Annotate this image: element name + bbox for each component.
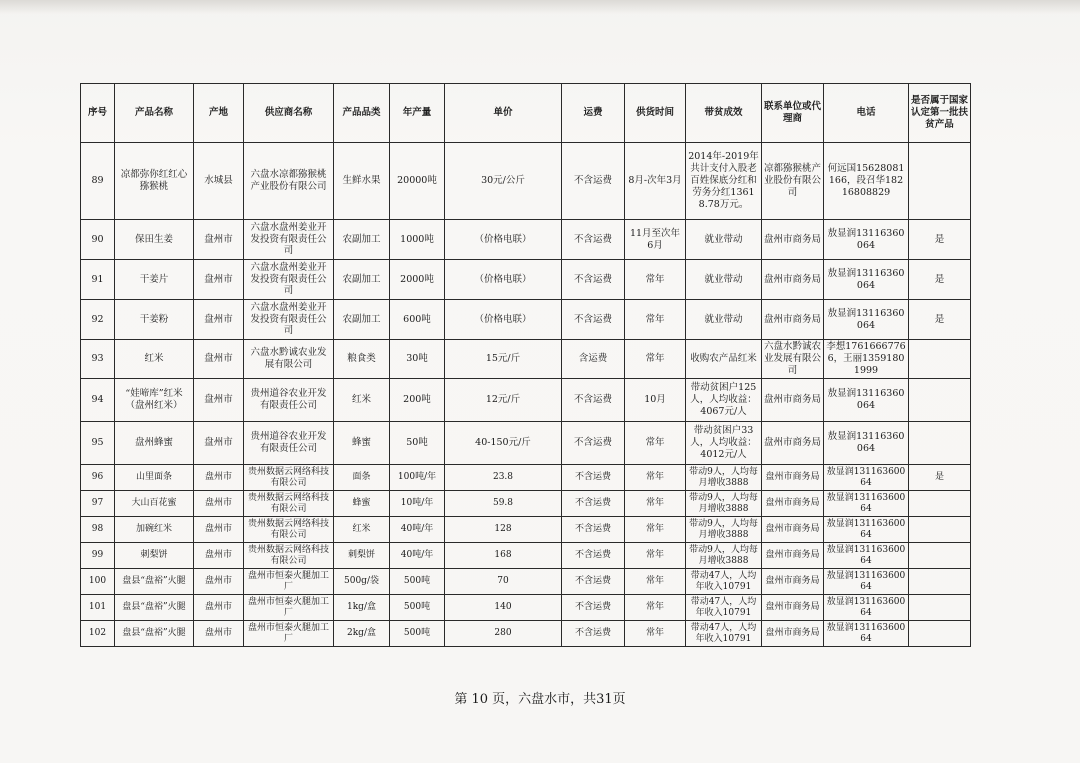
table-cell: 89 xyxy=(81,143,115,220)
header-cell: 带贫成效 xyxy=(686,84,762,143)
table-cell xyxy=(909,595,971,621)
table-cell: 红米 xyxy=(115,340,194,379)
table-cell: 敖显润13116360064 xyxy=(824,569,909,595)
table-cell: 收购农产品红米 xyxy=(686,340,762,379)
table-cell: 11月至次年6月 xyxy=(625,220,686,260)
table-cell: 生鲜水果 xyxy=(334,143,390,220)
table-cell: 红米 xyxy=(334,379,390,422)
table-cell: 敖显润13116360064 xyxy=(824,621,909,647)
table-cell: 盘州市 xyxy=(194,379,244,422)
table-cell: 盘州市商务局 xyxy=(762,260,824,300)
table-cell: 12元/斤 xyxy=(445,379,562,422)
table-cell xyxy=(909,379,971,422)
table-cell: 不含运费 xyxy=(562,517,625,543)
table-cell: 59.8 xyxy=(445,491,562,517)
table-cell: 盘州市商务局 xyxy=(762,465,824,491)
table-cell: 敖显润13116360064 xyxy=(824,491,909,517)
table-cell: 盘州市 xyxy=(194,422,244,465)
table-cell: 带动9人，人均每月增收3888 xyxy=(686,517,762,543)
table-cell: 盘州市 xyxy=(194,340,244,379)
table-cell: 农副加工 xyxy=(334,220,390,260)
table-cell: 敖显润13116360064 xyxy=(824,543,909,569)
table-cell: 23.8 xyxy=(445,465,562,491)
table-cell: 盘州市 xyxy=(194,621,244,647)
table-cell: 六盘水凉都猕猴桃产业股份有限公司 xyxy=(244,143,334,220)
table-cell: 干姜片 xyxy=(115,260,194,300)
table-cell: 敖显润13116360064 xyxy=(824,517,909,543)
table-cell: （价格电联） xyxy=(445,260,562,300)
table-cell: 不含运费 xyxy=(562,491,625,517)
table-cell: 盘州市 xyxy=(194,300,244,340)
table-cell: “娃啼库”红米（盘州红米） xyxy=(115,379,194,422)
table-cell: 不含运费 xyxy=(562,465,625,491)
table-cell: 带动47人，人均年收入10791 xyxy=(686,621,762,647)
table-cell xyxy=(909,621,971,647)
table-cell: 2000吨 xyxy=(390,260,445,300)
header-cell: 供应商名称 xyxy=(244,84,334,143)
table-row xyxy=(81,491,971,517)
table-cell: 盘县“盘裕”火腿 xyxy=(115,569,194,595)
table-cell: 常年 xyxy=(625,422,686,465)
header-cell: 是否属于国家认定第一批扶贫产品 xyxy=(909,84,971,143)
table-cell: 50吨 xyxy=(390,422,445,465)
header-cell: 产品品类 xyxy=(334,84,390,143)
table-cell: 不含运费 xyxy=(562,260,625,300)
header-cell: 产地 xyxy=(194,84,244,143)
table-cell: 常年 xyxy=(625,595,686,621)
table-cell: 凉都弥你红红心猕猴桃 xyxy=(115,143,194,220)
table-cell: 常年 xyxy=(625,517,686,543)
table-cell: 93 xyxy=(81,340,115,379)
table-cell: （价格电联） xyxy=(445,300,562,340)
table-cell xyxy=(909,517,971,543)
table-cell: 不含运费 xyxy=(562,621,625,647)
table-row xyxy=(81,569,971,595)
table-cell: 带动9人，人均每月增收3888 xyxy=(686,543,762,569)
table-cell: 面条 xyxy=(334,465,390,491)
table-cell: 敖显润13116360064 xyxy=(824,260,909,300)
table-cell: 水城县 xyxy=(194,143,244,220)
table-cell: 盘州市恒泰火腿加工厂 xyxy=(244,621,334,647)
table-cell: 常年 xyxy=(625,491,686,517)
table-cell: 贵州道谷农业开发有限责任公司 xyxy=(244,379,334,422)
table-cell: 常年 xyxy=(625,543,686,569)
header-cell: 运费 xyxy=(562,84,625,143)
table-cell: 100吨/年 xyxy=(390,465,445,491)
scan-edge-shadow xyxy=(0,0,1080,14)
table-cell: 40吨/年 xyxy=(390,543,445,569)
table-cell: 40-150元/斤 xyxy=(445,422,562,465)
table-cell: 带动贫困户125人，人均收益：4067元/人 xyxy=(686,379,762,422)
table-cell: 不含运费 xyxy=(562,300,625,340)
table-cell: 农副加工 xyxy=(334,260,390,300)
table-cell: 是 xyxy=(909,260,971,300)
table-cell: 600吨 xyxy=(390,300,445,340)
table-cell: 1000吨 xyxy=(390,220,445,260)
table-cell: 101 xyxy=(81,595,115,621)
table-cell: 保田生姜 xyxy=(115,220,194,260)
header-cell: 电话 xyxy=(824,84,909,143)
table-cell: 是 xyxy=(909,465,971,491)
table-cell: 敖显润13116360064 xyxy=(824,465,909,491)
table-cell: 常年 xyxy=(625,260,686,300)
table-cell: 90 xyxy=(81,220,115,260)
table-cell: 280 xyxy=(445,621,562,647)
table-cell: 是 xyxy=(909,300,971,340)
table-row xyxy=(81,465,971,491)
table-cell: 贵州数据云网络科技有限公司 xyxy=(244,491,334,517)
table-cell: 91 xyxy=(81,260,115,300)
table-cell: 盘州市商务局 xyxy=(762,595,824,621)
table-cell: 常年 xyxy=(625,340,686,379)
table-cell: 140 xyxy=(445,595,562,621)
table-cell: 就业带动 xyxy=(686,220,762,260)
table-cell: 蜂蜜 xyxy=(334,422,390,465)
table-cell: 不含运费 xyxy=(562,143,625,220)
table-cell: 常年 xyxy=(625,300,686,340)
table-cell: 不含运费 xyxy=(562,543,625,569)
table-row xyxy=(81,379,971,422)
table-row xyxy=(81,517,971,543)
table-cell: 含运费 xyxy=(562,340,625,379)
table-cell: 干姜粉 xyxy=(115,300,194,340)
table-cell: 2kg/盒 xyxy=(334,621,390,647)
table-cell: 就业带动 xyxy=(686,300,762,340)
table-cell: 盘县“盘裕”火腿 xyxy=(115,595,194,621)
table-cell: 不含运费 xyxy=(562,422,625,465)
table-cell: 不含运费 xyxy=(562,220,625,260)
table-cell: 山里面条 xyxy=(115,465,194,491)
table-row xyxy=(81,621,971,647)
table-cell: 盘州市 xyxy=(194,517,244,543)
table-cell: 何远国15628081166，段召华18216808829 xyxy=(824,143,909,220)
table-row xyxy=(81,143,971,220)
table-cell: 70 xyxy=(445,569,562,595)
table-cell: 盘州市 xyxy=(194,491,244,517)
header-cell: 年产量 xyxy=(390,84,445,143)
table-cell: 贵州数据云网络科技有限公司 xyxy=(244,517,334,543)
table-cell: 贵州数据云网络科技有限公司 xyxy=(244,543,334,569)
table-cell: 168 xyxy=(445,543,562,569)
table-cell: 敖显润13116360064 xyxy=(824,595,909,621)
table-cell: （价格电联） xyxy=(445,220,562,260)
table-cell: 盘州市商务局 xyxy=(762,517,824,543)
table-cell: 盘州市商务局 xyxy=(762,621,824,647)
table-row xyxy=(81,595,971,621)
table-cell: 盘州市商务局 xyxy=(762,379,824,422)
table-cell: 500吨 xyxy=(390,569,445,595)
table-cell: 六盘水盘州姜业开发投资有限责任公司 xyxy=(244,300,334,340)
table-row xyxy=(81,340,971,379)
table-cell: 红米 xyxy=(334,517,390,543)
table-cell: 敖显润13116360064 xyxy=(824,379,909,422)
table-cell: 盘州市商务局 xyxy=(762,569,824,595)
table-cell: 常年 xyxy=(625,621,686,647)
header-cell: 供货时间 xyxy=(625,84,686,143)
table-cell: 98 xyxy=(81,517,115,543)
table-cell: 带动贫困户33人，人均收益：4012元/人 xyxy=(686,422,762,465)
table-cell: 128 xyxy=(445,517,562,543)
table-cell: 10月 xyxy=(625,379,686,422)
table-cell: 就业带动 xyxy=(686,260,762,300)
table-row xyxy=(81,260,971,300)
table-row xyxy=(81,300,971,340)
table-row xyxy=(81,543,971,569)
table-cell: 15元/斤 xyxy=(445,340,562,379)
table-cell: 1kg/盒 xyxy=(334,595,390,621)
table-cell: 不含运费 xyxy=(562,379,625,422)
table-cell: 带动47人，人均年收入10791 xyxy=(686,595,762,621)
table-cell: 六盘水盘州姜业开发投资有限责任公司 xyxy=(244,260,334,300)
table-cell: 敖显润13116360064 xyxy=(824,422,909,465)
table-cell: 蜂蜜 xyxy=(334,491,390,517)
table-cell xyxy=(909,569,971,595)
table-row xyxy=(81,422,971,465)
table-cell xyxy=(909,543,971,569)
table-cell: 粮食类 xyxy=(334,340,390,379)
table-cell: 97 xyxy=(81,491,115,517)
table-cell: 2014年-2019年共计支付入股老百姓保底分红和劳务分红13618.78万元。 xyxy=(686,143,762,220)
table-cell: 敖显润13116360064 xyxy=(824,220,909,260)
table-cell: 8月-次年3月 xyxy=(625,143,686,220)
table-cell: 带动9人，人均每月增收3888 xyxy=(686,491,762,517)
table-cell: 102 xyxy=(81,621,115,647)
table-cell: 盘州市 xyxy=(194,220,244,260)
table-cell: 500g/袋 xyxy=(334,569,390,595)
table-cell: 盘州市 xyxy=(194,569,244,595)
table-cell: 94 xyxy=(81,379,115,422)
table-cell: 盘州市商务局 xyxy=(762,491,824,517)
table-cell: 不含运费 xyxy=(562,569,625,595)
table-cell: 农副加工 xyxy=(334,300,390,340)
table-cell: 贵州道谷农业开发有限责任公司 xyxy=(244,422,334,465)
table-cell xyxy=(909,491,971,517)
table-cell: 六盘水黔诚农业发展有限公司 xyxy=(762,340,824,379)
table-cell: 盘州市 xyxy=(194,543,244,569)
table-cell xyxy=(909,422,971,465)
header-cell: 单价 xyxy=(445,84,562,143)
table-cell: 贵州数据云网络科技有限公司 xyxy=(244,465,334,491)
table-cell: 盘县“盘裕”火腿 xyxy=(115,621,194,647)
table-cell: 盘州市商务局 xyxy=(762,300,824,340)
table-cell: 敖显润13116360064 xyxy=(824,300,909,340)
table-cell: 20000吨 xyxy=(390,143,445,220)
table-cell: 盘州市 xyxy=(194,595,244,621)
table-cell: 盘州市 xyxy=(194,260,244,300)
table-cell: 李想17616667766，王丽13591801999 xyxy=(824,340,909,379)
table-cell: 500吨 xyxy=(390,595,445,621)
table-cell: 盘州市 xyxy=(194,465,244,491)
table-cell: 带动9人，人均每月增收3888 xyxy=(686,465,762,491)
table-cell: 96 xyxy=(81,465,115,491)
table-cell: 盘州市商务局 xyxy=(762,220,824,260)
table-cell: 盘州市恒泰火腿加工厂 xyxy=(244,595,334,621)
page-footer: 第 10 页，六盘水市，共31页 xyxy=(454,692,626,707)
table-cell: 99 xyxy=(81,543,115,569)
table-cell: 95 xyxy=(81,422,115,465)
header-cell: 产品名称 xyxy=(115,84,194,143)
table-cell: 加碗红米 xyxy=(115,517,194,543)
table-cell: 六盘水盘州姜业开发投资有限责任公司 xyxy=(244,220,334,260)
table-cell: 刺梨饼 xyxy=(334,543,390,569)
header-cell: 联系单位或代理商 xyxy=(762,84,824,143)
table-cell: 500吨 xyxy=(390,621,445,647)
table-cell: 大山百花蜜 xyxy=(115,491,194,517)
table-cell: 常年 xyxy=(625,569,686,595)
table-cell: 盘州蜂蜜 xyxy=(115,422,194,465)
table-cell: 10吨/年 xyxy=(390,491,445,517)
table-cell xyxy=(909,340,971,379)
table-cell: 盘州市恒泰火腿加工厂 xyxy=(244,569,334,595)
header-cell: 序号 xyxy=(81,84,115,143)
table-cell: 刺梨饼 xyxy=(115,543,194,569)
table-body xyxy=(81,143,971,647)
table-cell: 凉都猕猴桃产业股份有限公司 xyxy=(762,143,824,220)
table-cell: 100 xyxy=(81,569,115,595)
table-cell: 92 xyxy=(81,300,115,340)
table-cell: 40吨/年 xyxy=(390,517,445,543)
table-cell: 不含运费 xyxy=(562,595,625,621)
table-cell: 六盘水黔诚农业发展有限公司 xyxy=(244,340,334,379)
table-cell: 30元/公斤 xyxy=(445,143,562,220)
product-table xyxy=(80,83,971,647)
table-cell: 盘州市商务局 xyxy=(762,422,824,465)
table-cell: 30吨 xyxy=(390,340,445,379)
table-cell: 带动47人，人均年收入10791 xyxy=(686,569,762,595)
table-cell: 200吨 xyxy=(390,379,445,422)
table-cell: 是 xyxy=(909,220,971,260)
table-cell xyxy=(909,143,971,220)
table-cell: 盘州市商务局 xyxy=(762,543,824,569)
table-row xyxy=(81,220,971,260)
table-cell: 常年 xyxy=(625,465,686,491)
table-header-row xyxy=(81,84,971,143)
